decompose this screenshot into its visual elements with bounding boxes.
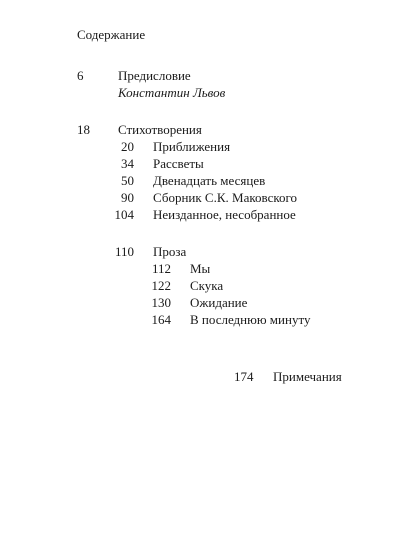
- toc-item-title: Неизданное, несобранное: [153, 207, 296, 222]
- toc-title-notes: Примечания: [273, 369, 342, 384]
- toc-item-page: 104: [114, 207, 134, 222]
- toc-page-notes: 174: [234, 369, 254, 384]
- toc-title-prose: Проза: [153, 244, 187, 259]
- toc-item-title: Мы: [190, 261, 211, 276]
- toc-item-page: 130: [151, 295, 171, 310]
- toc-heading: Содержание: [77, 27, 146, 42]
- toc-item-page: 90: [121, 190, 134, 205]
- toc-item-title: В последнюю минуту: [190, 312, 311, 327]
- toc-title-preface: Предисловие: [118, 68, 191, 83]
- toc-page-prose: 110: [114, 244, 134, 259]
- toc-item-page: 112: [151, 261, 171, 276]
- toc-page-preface: 6: [77, 68, 84, 83]
- toc-item-title: Рассветы: [153, 156, 204, 171]
- toc-item-page: 122: [151, 278, 171, 293]
- toc-item-title: Приближения: [153, 139, 231, 154]
- toc-item-title: Двенадцать месяцев: [153, 173, 266, 188]
- toc-item-page: 34: [121, 156, 134, 171]
- toc-item-page: 20: [121, 139, 134, 154]
- toc-page-poems: 18: [77, 122, 90, 137]
- toc-title-poems: Стихотворения: [118, 122, 202, 137]
- toc-item-title: Сборник С.К. Маковского: [153, 190, 297, 205]
- toc-item-title: Скука: [190, 278, 224, 293]
- toc-item-page: 164: [151, 312, 171, 327]
- toc-item-page: 50: [121, 173, 134, 188]
- toc-item-title: Ожидание: [190, 295, 248, 310]
- toc-author-preface: Константин Львов: [118, 85, 226, 100]
